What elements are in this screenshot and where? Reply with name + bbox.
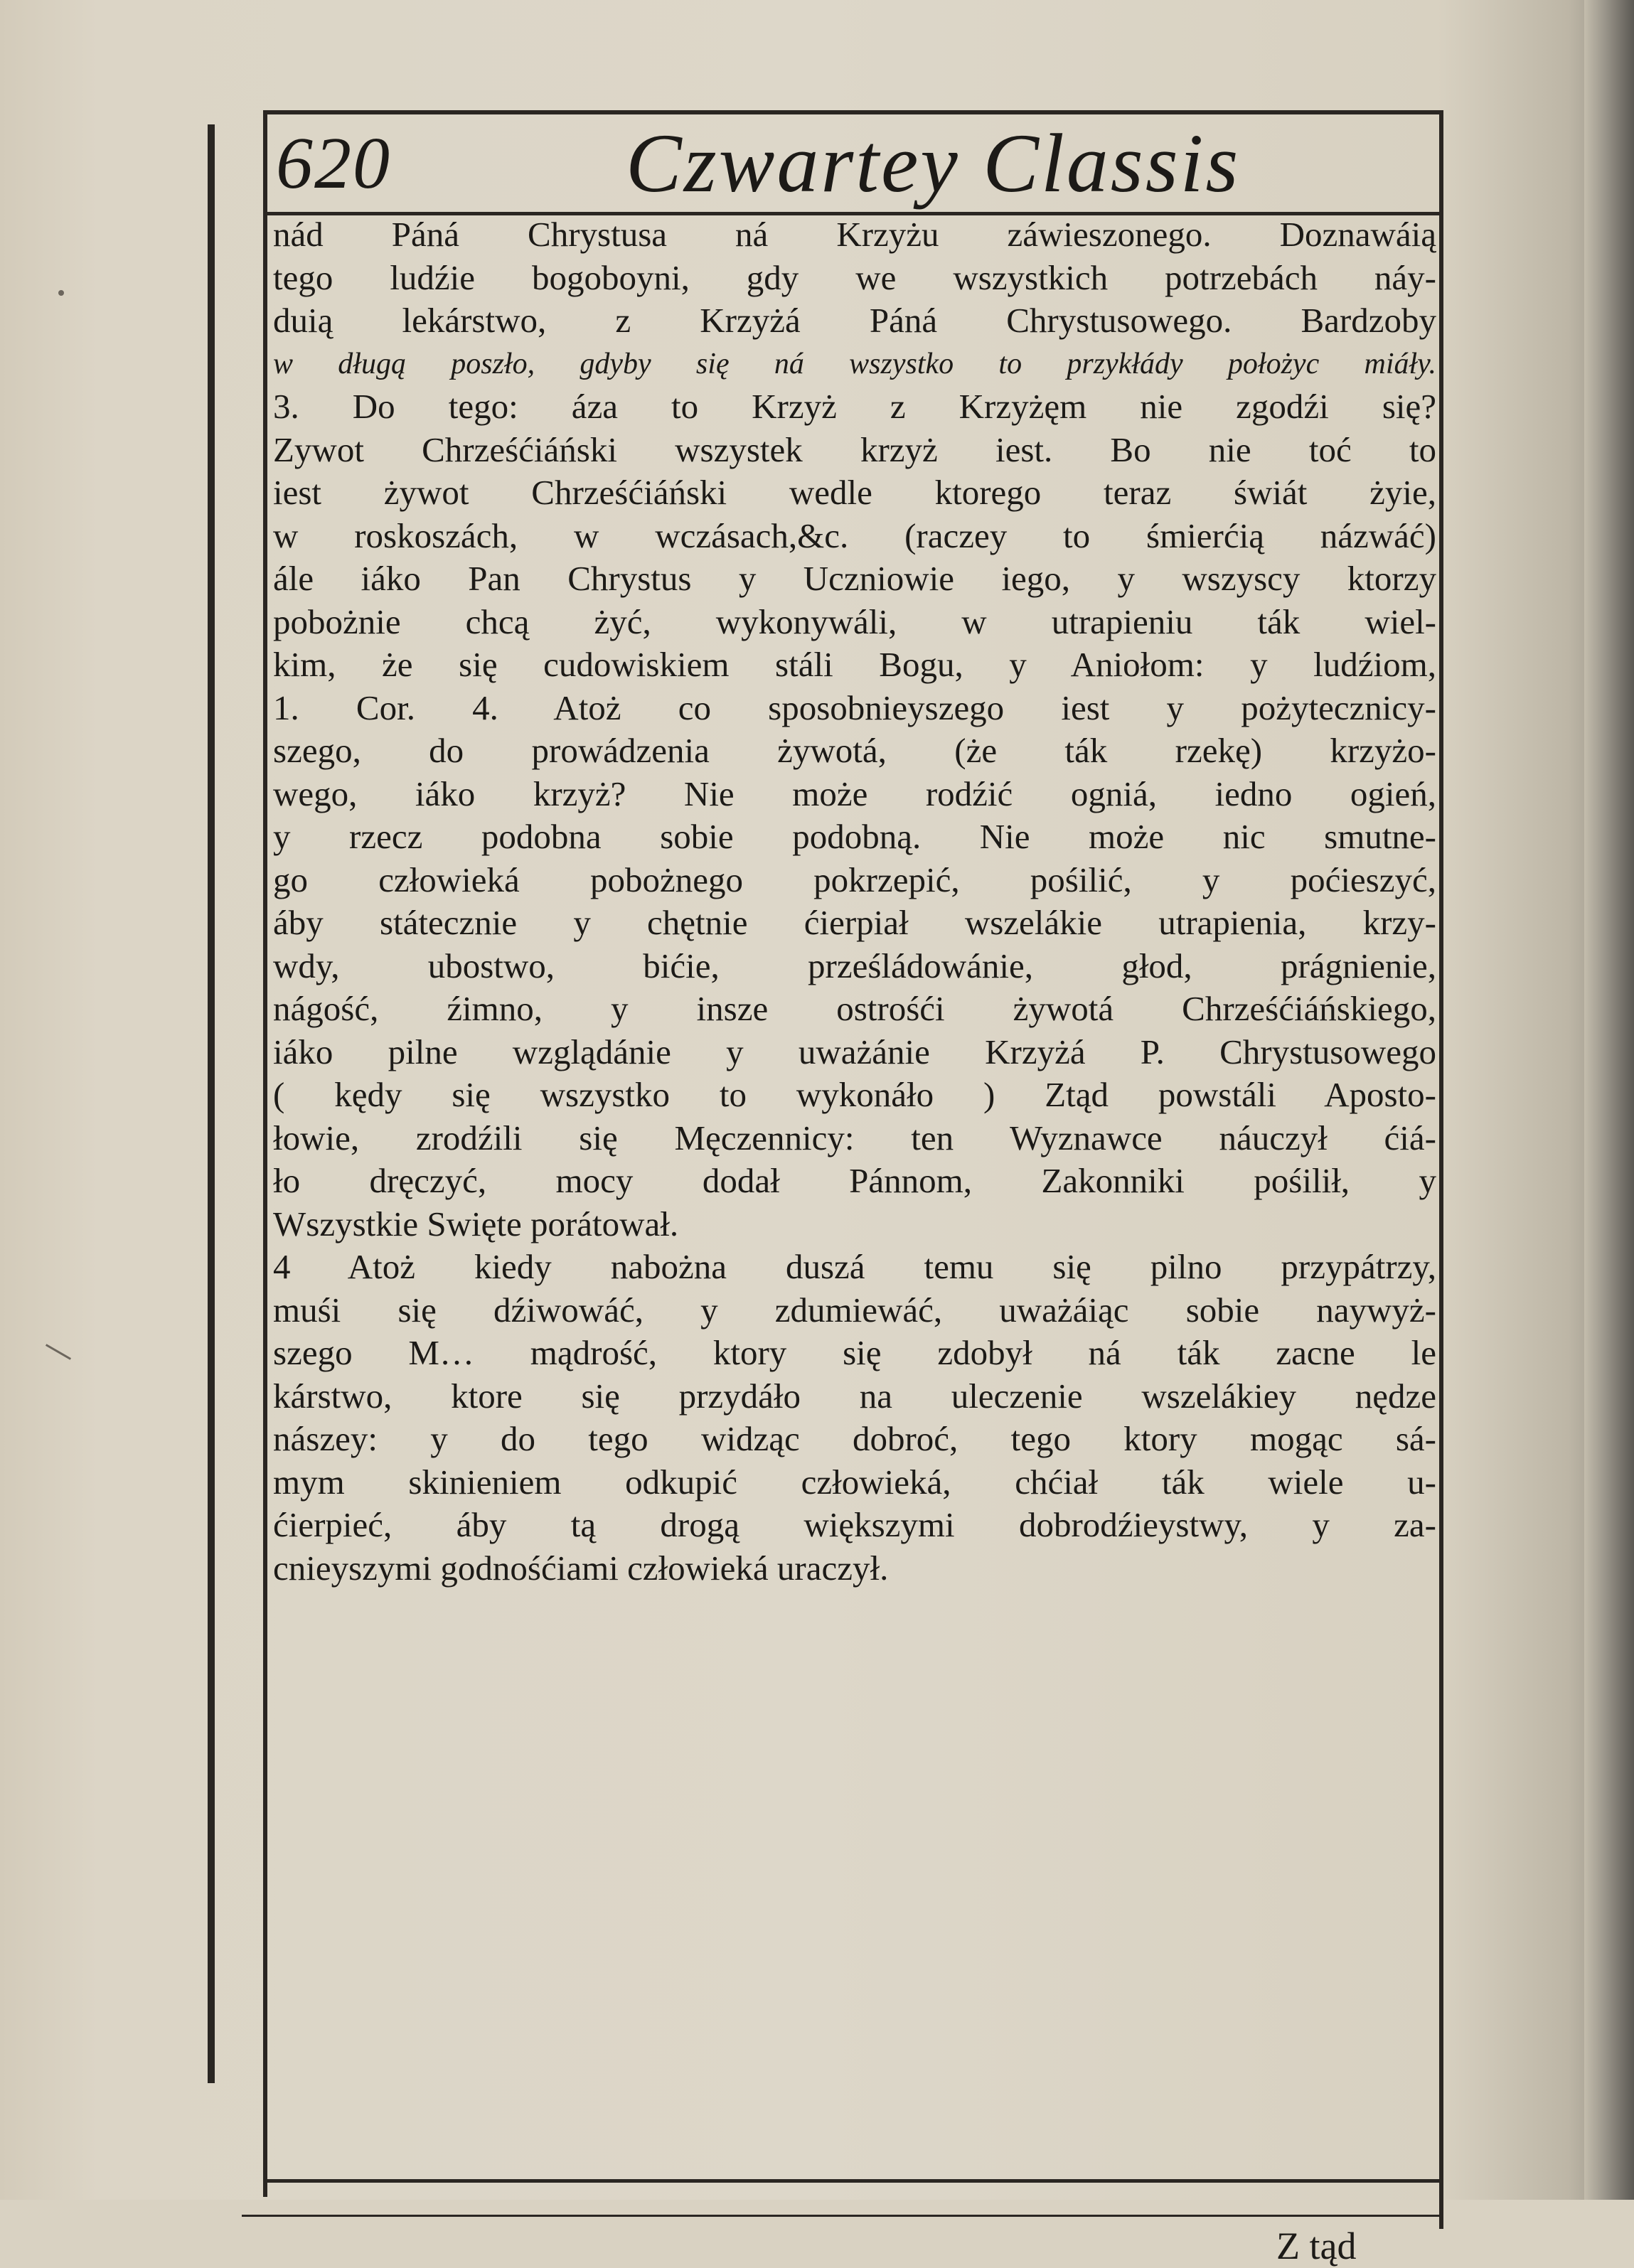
- text-line: tego ludźie bogoboyni, gdy we wszystkich potrzebách náy-: [273, 257, 1436, 297]
- footer-double-rule: [242, 2215, 1443, 2217]
- margin-speck: [58, 290, 64, 296]
- text-line: 4 Atoż kiedy nabożna duszá temu się pilno przypátrzy,: [273, 1247, 1436, 1286]
- text-line: ále iáko Pan Chrystus y Uczniowie iego, y wszyscy ktorzy: [273, 559, 1436, 598]
- text-line: nászey: y do tego widząc dobroć, tego ktory mogąc sá-: [273, 1419, 1436, 1458]
- text-line: szego, do prowádzenia żywotá, (że ták rzekę) krzyżo-: [273, 731, 1436, 770]
- page-number: 620: [276, 122, 391, 204]
- text-line: w długą poszło, gdyby się ná wszystko to przykłády położyc miáły.: [273, 347, 1436, 380]
- body-text: [273, 213, 1436, 1590]
- text-line: wego, iáko krzyż? Nie może rodźić ogniá, iedno ogień,: [273, 774, 1436, 813]
- text-line: nád Páná Chrystusa ná Krzyżu záwieszonego. Doznawáią: [273, 215, 1436, 254]
- text-line: Wszystkie Swięte porátował.: [273, 1204, 679, 1243]
- frame-top-rule: [263, 110, 1443, 114]
- text-line: Zywot Chrześćiáński wszystek krzyż iest. Bo nie toć to: [273, 429, 1436, 469]
- text-line: duią lekárstwo, z Krzyżá Páná Chrystusowego. Bardzoby: [273, 301, 1436, 340]
- text-line: kárstwo, ktore się przydáło na uleczenie wszelákiey nędze: [273, 1376, 1436, 1416]
- text-line: łowie, zrodźili się Męczennicy: ten Wyznawce náuczył ćiá-: [273, 1118, 1436, 1157]
- text-line: ćierpieć, áby tą drogą większymi dobrodźieystwy, y za-: [273, 1505, 1436, 1544]
- text-line: áby státecznie y chętnie ćierpiał wszelákie utrapienia, krzy-: [273, 903, 1436, 942]
- text-line: y rzecz podobna sobie podobną. Nie może nic smutne-: [273, 817, 1436, 856]
- text-line: muśi się dźiwowáć, y zdumiewáć, uważáiąc sobie naywyż-: [273, 1290, 1436, 1330]
- frame-right-rule: [1439, 110, 1443, 2229]
- text-line: ło dręczyć, mocy dodał Pánnom, Zakonniki pośilił, y: [273, 1161, 1436, 1200]
- book-gutter-edge: [1584, 0, 1634, 2200]
- catchword: Z tąd: [1276, 2225, 1357, 2267]
- text-line: szego M… mądrość, ktory się zdobył ná ták zacne le: [273, 1333, 1436, 1372]
- text-line: mym skinieniem odkupić człowieká, chćiał ták wiele u-: [273, 1462, 1436, 1502]
- text-line: wdy, ubostwo, bićie, prześládowánie, głod, prágnienie,: [273, 946, 1436, 985]
- outer-left-rule: [208, 124, 215, 2083]
- text-line: w roskoszách, w wczásach,&c. (raczey to śmierćią názwáć): [273, 515, 1436, 555]
- footer-rule: [267, 2179, 1439, 2183]
- text-line: iest żywot Chrześćiáński wedle ktorego teraz świát żyie,: [273, 473, 1436, 512]
- text-line: 3. Do tego: áza to Krzyż z Krzyżęm nie zgodźi się?: [273, 387, 1436, 426]
- text-line: cnieyszymi godnośćiami człowieká uraczył.: [273, 1548, 889, 1588]
- text-line: 1. Cor. 4. Atoż co sposobnieyszego iest y pożytecznicy-: [273, 688, 1436, 727]
- text-line: kim, że się cudowiskiem stáli Bogu, y Aniołom: y ludźiom,: [273, 645, 1436, 684]
- margin-speck: [46, 1344, 71, 1360]
- text-line: nágość, źimno, y insze ostrośći żywotá Chrześćiáńskiego,: [273, 989, 1436, 1028]
- text-line: go człowieká pobożnego pokrzepić, pośilić, y poćieszyć,: [273, 860, 1436, 899]
- frame-left-rule: [263, 110, 267, 2197]
- text-line: ( kędy się wszystko to wykonáło ) Ztąd powstáli Aposto-: [273, 1075, 1436, 1114]
- text-line: iáko pilne wzglądánie y uważánie Krzyżá P. Chrystusowego: [273, 1032, 1436, 1071]
- running-head: Czwartey Classis: [626, 117, 1241, 210]
- text-line: pobożnie chcą żyć, wykonywáli, w utrapieniu ták wiel-: [273, 601, 1436, 641]
